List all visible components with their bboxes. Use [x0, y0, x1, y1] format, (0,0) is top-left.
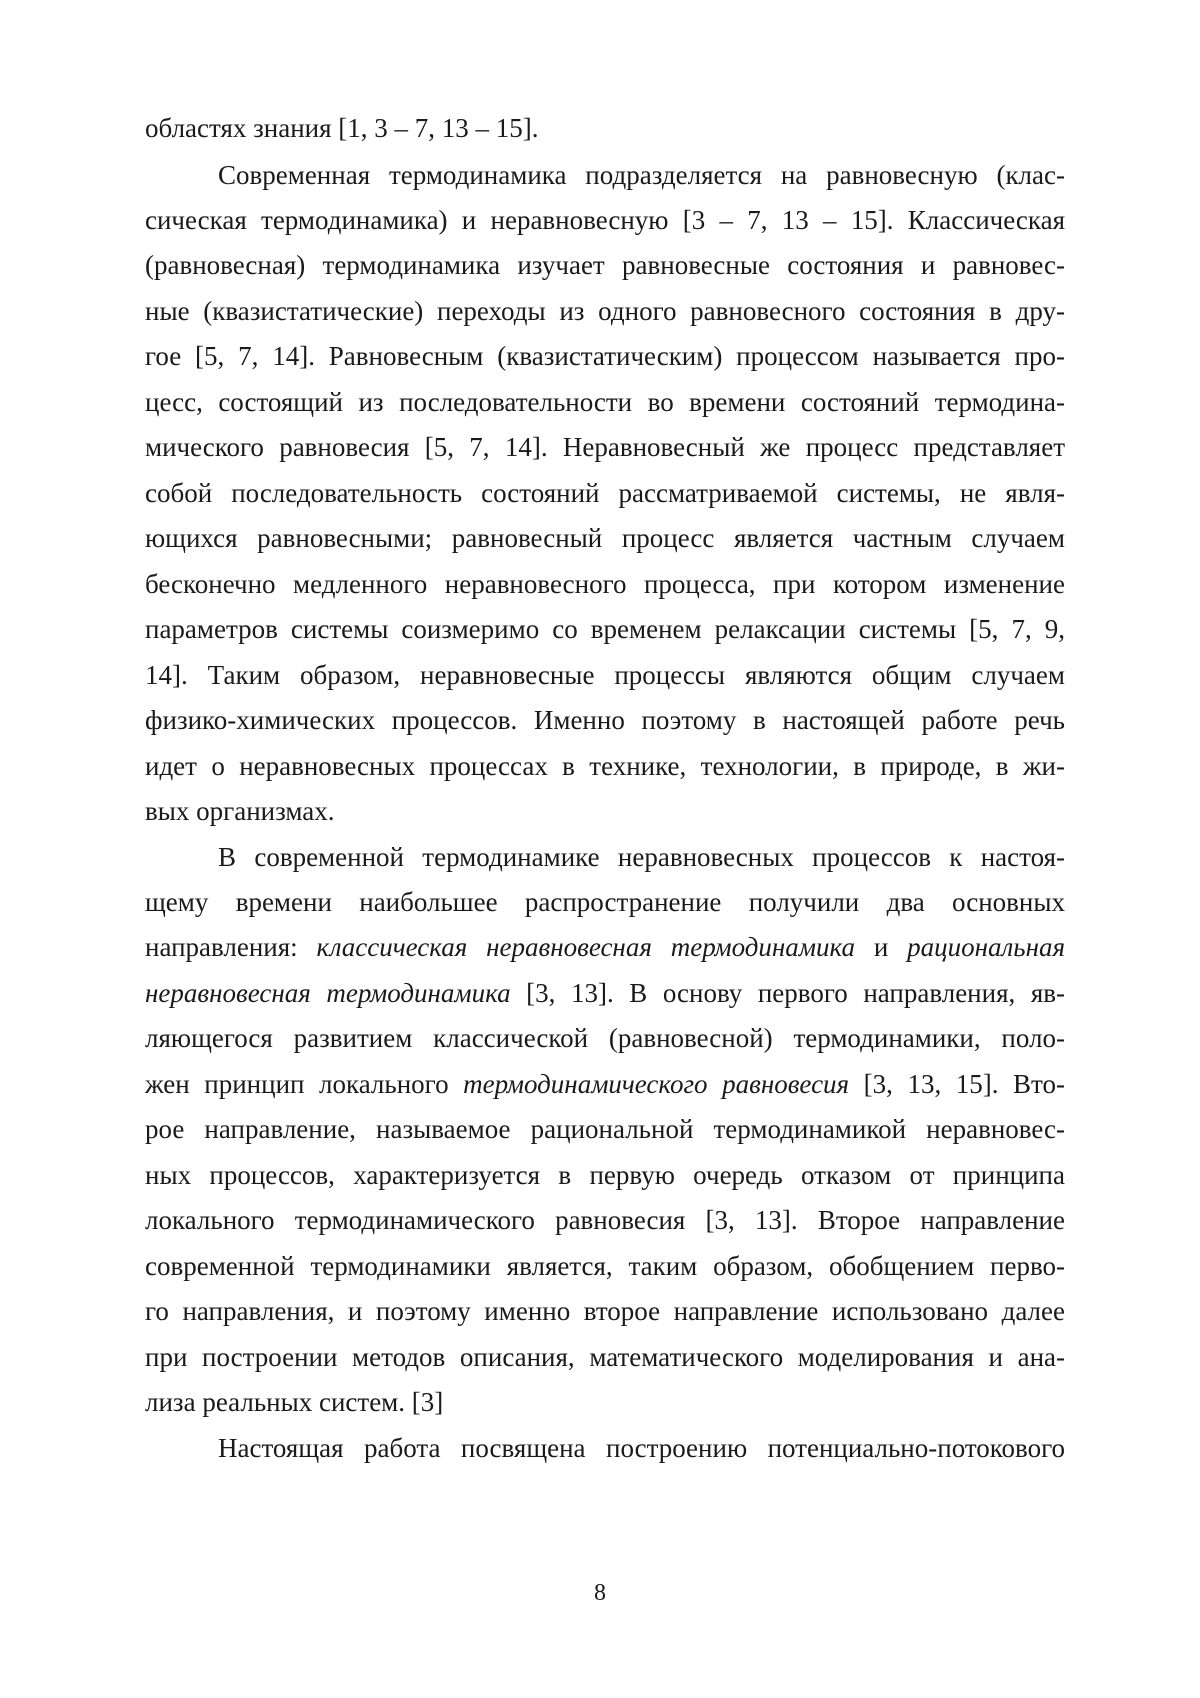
text-line [145, 878, 1065, 927]
text-segment: при построении методов описания, математического моделирования и ана- [145, 1342, 1065, 1372]
text-line [218, 833, 1065, 882]
text-segment: сическая термодинамика) и неравновесную [3 – 7, 13 – 15]. Классическая [145, 205, 1065, 235]
text-segment: бесконечно медленного неравновесного процесса, при котором изменение [145, 569, 1065, 599]
text-segment: Современная термодинамика подразделяется на равновесную (клас- [218, 160, 1065, 190]
text-segment: щему времени наибольшее распространение получили два основных [145, 887, 1065, 917]
text-segment: физико-химических процессов. Именно поэтому в настоящей работе речь [145, 705, 1065, 735]
text-line [145, 378, 1065, 427]
text-segment: [3, 13, 15]. Вто- [849, 1069, 1065, 1099]
text-line [145, 560, 1065, 609]
text-segment: идет о неравновесных процессах в технике, технологии, в природе, в жи- [145, 751, 1065, 781]
text-line [145, 1242, 1065, 1291]
text-line [145, 605, 1065, 654]
page-number: 8 [594, 1580, 606, 1606]
text-segment: Настоящая работа посвящена построению потенциально-потокового [218, 1433, 1065, 1463]
text-segment: областях знания [1, 3 – 7, 13 – 15]. [145, 113, 539, 143]
text-segment: лиза реальных систем. [3] [145, 1387, 444, 1417]
text-segment: ляющегося развитием классической (равновесной) термодинамики, поло- [145, 1023, 1065, 1053]
text-segment: и [854, 932, 908, 962]
text-segment: направления: [145, 932, 317, 962]
text-line [145, 787, 1065, 836]
italic-term: классическая неравновесная термодинамика [316, 932, 855, 962]
text-line [218, 1424, 1065, 1473]
italic-term: термодинамического равновесия [463, 1069, 850, 1099]
text-line [145, 423, 1065, 472]
text-line [145, 241, 1065, 290]
text-segment: параметров системы соизмеримо со временем релаксации системы [5, 7, 9, [145, 614, 1065, 644]
text-segment: вых организмах. [145, 796, 335, 826]
text-line [145, 1196, 1065, 1245]
text-line [145, 1333, 1065, 1382]
text-segment: современной термодинамики является, таким образом, обобщением перво- [145, 1251, 1065, 1281]
text-segment: [3, 13]. В основу первого направления, яв- [510, 978, 1065, 1008]
text-segment: жен принцип локального [145, 1069, 464, 1099]
text-line [145, 287, 1065, 336]
text-segment: мического равновесия [5, 7, 14]. Неравновесный же процесс представляет [145, 432, 1065, 462]
text-line [145, 969, 1065, 1018]
text-line [145, 696, 1065, 745]
text-line [145, 1287, 1065, 1336]
text-line [145, 1151, 1065, 1200]
text-line [145, 1060, 1065, 1109]
text-line [145, 1014, 1065, 1063]
text-segment: го направления, и поэтому именно второе направление использовано далее [145, 1296, 1065, 1326]
text-segment: цесс, состоящий из последовательности во времени состояний термодина- [145, 387, 1065, 417]
text-line [145, 196, 1065, 245]
text-line [218, 151, 1065, 200]
text-segment: гое [5, 7, 14]. Равновесным (квазистатическим) процессом называется про- [145, 341, 1065, 371]
text-segment: 14]. Таким образом, неравновесные процессы являются общим случаем [145, 660, 1065, 690]
text-segment: локального термодинамического равновесия [3, 13]. Второе направление [145, 1205, 1065, 1235]
text-line [145, 469, 1065, 518]
text-line [145, 742, 1065, 791]
text-line [145, 104, 1065, 153]
text-line [145, 1378, 1065, 1427]
text-line [145, 332, 1065, 381]
text-line [145, 923, 1065, 972]
italic-term: неравновесная термодинамика [145, 978, 511, 1008]
text-segment: ные (квазистатические) переходы из одного равновесного состояния в дру- [145, 296, 1065, 326]
text-segment: собой последовательность состояний рассматриваемой системы, не явля- [145, 478, 1065, 508]
text-segment: ных процессов, характеризуется в первую очередь отказом от принципа [145, 1160, 1065, 1190]
text-segment: ющихся равновесными; равновесный процесс является частным случаем [145, 523, 1065, 553]
text-line [145, 651, 1065, 700]
italic-term: рациональная [907, 932, 1065, 962]
text-segment: В современной термодинамике неравновесных процессов к настоя- [218, 842, 1065, 872]
text-segment: рое направление, называемое рациональной термодинамикой неравновес- [145, 1114, 1065, 1144]
text-segment: (равновесная) термодинамика изучает равновесные состояния и равновес- [145, 250, 1065, 280]
text-line [145, 1105, 1065, 1154]
text-line [145, 514, 1065, 563]
